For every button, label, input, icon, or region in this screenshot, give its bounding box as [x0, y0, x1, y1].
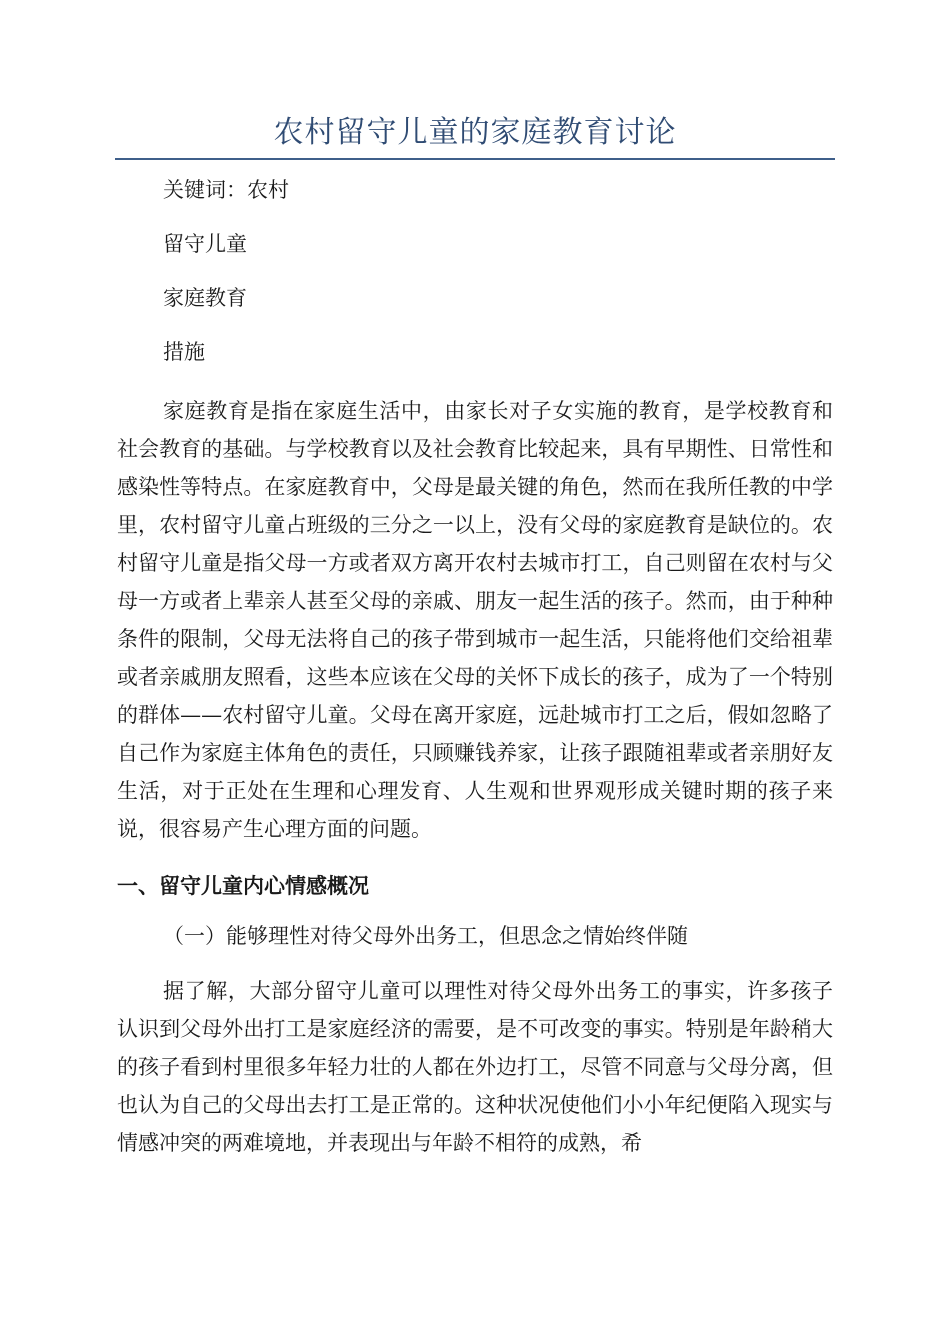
intro-paragraph: 家庭教育是指在家庭生活中，由家长对子女实施的教育，是学校教育和社会教育的基础。与学校教育以及社会教育比较起来，具有早期性、日常性和感染性等特点。在家庭教育中，父母是最关键的角色，然而在我所任教的中学里，农村留守儿童占班级的三分之一以上，没有父母的家庭教育是缺位的。农村留守儿童是指父母一方或者双方离开农村去城市打工，自己则留在农村与父母一方或者上辈亲人甚至父母的亲戚、朋友一起生活的孩子。然而，由于种种条件的限制，父母无法将自己的孩子带到城市一起生活，只能将他们交给祖辈或者亲戚朋友照看，这些本应该在父母的关怀下成长的孩子，成为了一个特别的群体——农村留守儿童。父母在离开家庭，远赴城市打工之后，假如忽略了自己作为家庭主体角色的责任，只顾赚钱养家，让孩子跟随祖辈或者亲朋好友生活，对于正处在生理和心理发育、人生观和世界观形成关键时期的孩子来说，很容易产生心理方面的问题。 — [117, 399, 833, 841]
title-bar — [115, 112, 835, 160]
section-heading-1: 一、留守儿童内心情感概况 — [117, 873, 369, 898]
page-title: 农村留守儿童的家庭教育讨论 — [273, 115, 677, 150]
keyword-line-4: 措施 — [163, 340, 205, 364]
section-paragraph-1: 据了解，大部分留守儿童可以理性对待父母外出务工的事实，许多孩子认识到父母外出打工是家庭经济的需要，是不可改变的事实。特别是年龄稍大的孩子看到村里很多年轻力壮的人都在外边打工，尽管不同意与父母分离，但也认为自己的父母出去打工是正常的。这种状况使他们小小年纪便陷入现实与情感冲突的两难境地，并表现出与年龄不相符的成熟，希 — [117, 979, 833, 1155]
keyword-line-3: 家庭教育 — [163, 286, 247, 310]
keyword-line-2: 留守儿童 — [163, 232, 247, 256]
document-body — [117, 176, 833, 1162]
keyword-line-1: 关键词：农村 — [163, 178, 289, 202]
subsection-heading-1: （一）能够理性对待父母外出务工，但思念之情始终伴随 — [163, 924, 688, 948]
